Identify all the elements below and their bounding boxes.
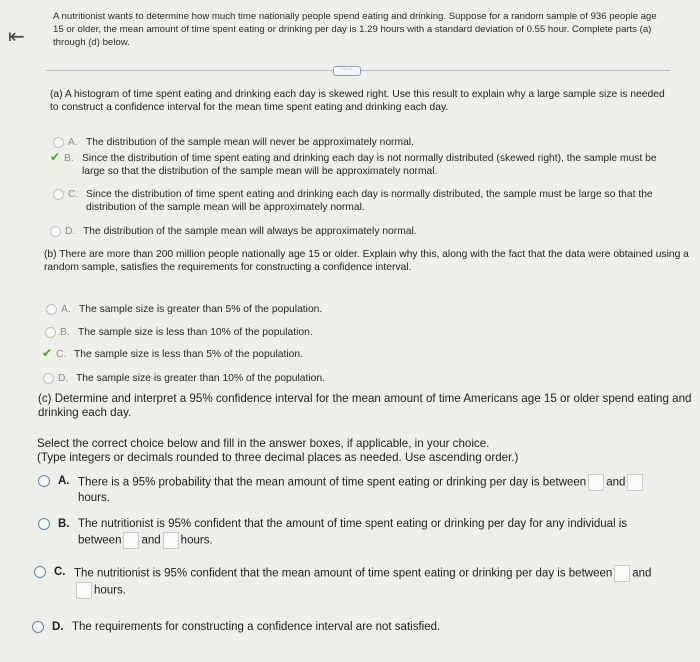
part-c-option-b[interactable]: B. The nutritionist is 95% confident that the amount of time spent eating or drinking per day for any individual is between and hours. xyxy=(38,517,698,549)
part-c-option-c[interactable]: C. The nutritionist is 95% confident that the mean amount of time spent eating or drinking per day is between and hours. xyxy=(34,565,700,599)
part-b-question: (b) There are more than 200 million people nationally age 15 or older. Explain why this, along with the fact that the data were obtained using a random sample, satisfies the requirements for constructing a confidence interval. xyxy=(44,249,689,273)
part-b-option-d[interactable]: D. The sample size is greater than 10% of the population. xyxy=(43,372,663,385)
part-c-format-note: (Type integers or decimals rounded to three decimal places as needed. Use ascending order.) xyxy=(37,451,519,464)
back-arrow-icon[interactable]: ⇤ xyxy=(8,26,25,48)
upper-bound-input[interactable] xyxy=(163,532,179,549)
part-c-option-d[interactable]: D. The requirements for constructing a confidence interval are not satisfied. xyxy=(32,620,692,635)
radio-button[interactable] xyxy=(45,327,56,338)
lower-bound-input[interactable] xyxy=(123,532,139,549)
radio-button[interactable] xyxy=(32,621,44,633)
part-c-question: (c) Determine and interpret a 95% confidence interval for the mean amount of time Americans age 15 or older spend eating and drinking each day. xyxy=(38,392,692,419)
upper-bound-input[interactable] xyxy=(627,474,643,491)
part-b-option-a[interactable]: A. The sample size is greater than 5% of the population. xyxy=(46,303,666,316)
part-b-option-c[interactable]: ✔ C. The sample size is less than 5% of the population. xyxy=(42,346,303,360)
checkmark-icon: ✔ xyxy=(50,150,61,164)
part-a-option-a[interactable]: A. The distribution of the sample mean will never be approximately normal. xyxy=(53,136,673,149)
part-c-option-a[interactable]: A. There is a 95% probability that the mean amount of time spent eating or drinking per day is between and hours. xyxy=(38,474,698,506)
radio-button[interactable] xyxy=(53,137,64,148)
lower-bound-input[interactable] xyxy=(588,474,604,491)
part-a-option-b[interactable]: ✔ B. Since the distribution of time spent eating and drinking each day is not normally distributed (skewed right), the sample must be large so that the distribution of the sample mean will be approximately normal. xyxy=(50,150,657,177)
radio-button[interactable] xyxy=(38,518,50,530)
lower-bound-input[interactable] xyxy=(614,565,630,582)
radio-button[interactable] xyxy=(50,226,61,237)
upper-bound-input[interactable] xyxy=(76,582,92,599)
part-a-option-d[interactable]: D. The distribution of the sample mean will always be approximately normal. xyxy=(50,225,670,238)
part-b-option-b[interactable]: B. The sample size is less than 10% of the population. xyxy=(45,326,665,339)
radio-button[interactable] xyxy=(34,566,46,578)
radio-button[interactable] xyxy=(43,373,54,384)
radio-button[interactable] xyxy=(46,304,57,315)
checkmark-icon: ✔ xyxy=(42,346,53,360)
part-c-instruction: Select the correct choice below and fill in the answer boxes, if applicable, in your choice. xyxy=(37,437,490,450)
radio-button[interactable] xyxy=(38,475,50,487)
radio-button[interactable] xyxy=(53,189,64,200)
part-a-question: (a) A histogram of time spent eating and drinking each day is skewed right. Use this result to explain why a large sample size is needed to construct a confidence interval for the mean time spent eating and drinking each day. xyxy=(50,89,665,113)
problem-intro: A nutritionist wants to determine how much time nationally people spend eating and drinking. Suppose for a random sample of 936 people age 15 or older, the mean amount of time spent eating or drinking per day is 1.29 hours with a standard deviation of 0.55 hour. Complete parts (a) through (d) below. xyxy=(53,11,657,48)
part-a-option-c[interactable]: C. Since the distribution of time spent eating and drinking each day is normally distributed, the sample must be large so that the distribution of the sample mean will be approximately normal. xyxy=(53,188,673,214)
expand-button[interactable]: ····· xyxy=(333,66,361,76)
